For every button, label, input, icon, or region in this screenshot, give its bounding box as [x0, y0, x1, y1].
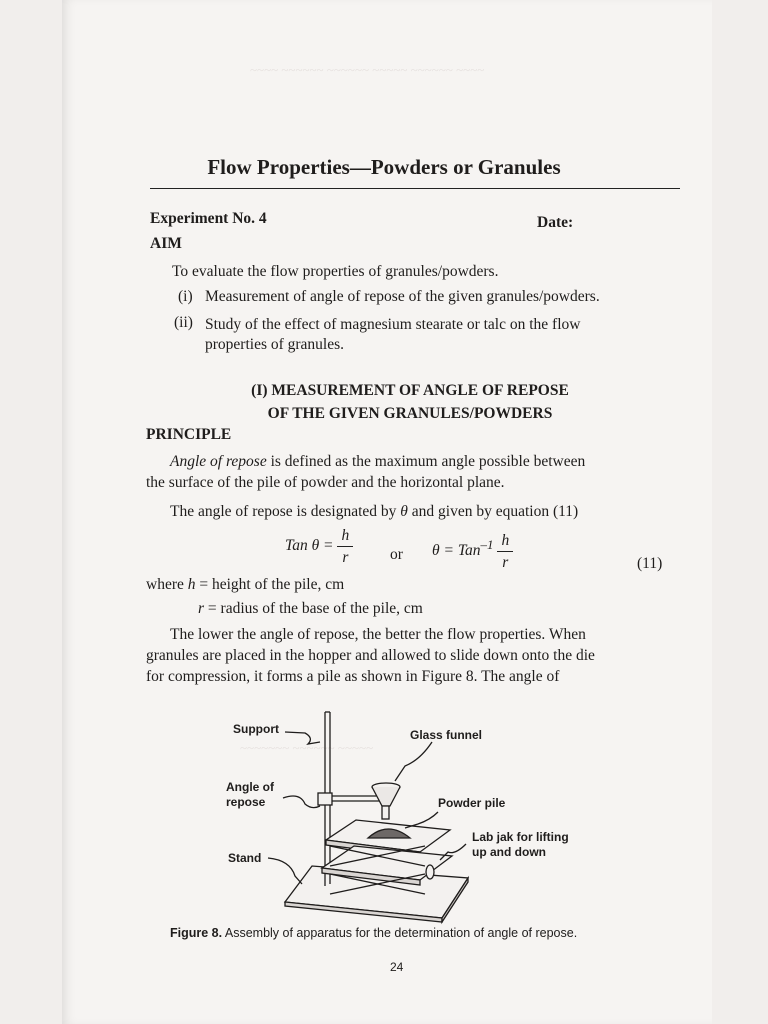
label-lab-jack: Lab jak for lifting up and down [472, 830, 569, 859]
label-powder-pile: Powder pile [438, 796, 506, 810]
term-angle-of-repose: Angle of repose [170, 453, 267, 470]
figure-caption: Figure 8. Assembly of apparatus for the determination of angle of repose. [170, 926, 578, 940]
page-number: 24 [390, 960, 404, 974]
show-through-text: ~~~~~~~ ~~~~~~ ~~~~~ [240, 740, 374, 755]
equation-number: (11) [637, 555, 663, 572]
aim-item-text: properties of granules. [205, 336, 345, 353]
label-angle-of-repose: Angle of repose [226, 780, 274, 809]
label-stand: Stand [228, 851, 262, 865]
aim-intro: To evaluate the flow properties of granules/powders. [172, 263, 499, 280]
fraction-h-over-r: $\frac{h}{r}$ [497, 533, 513, 570]
label-glass-funnel: Glass funnel [410, 728, 483, 742]
where-h: where h = height of the pile, cm [146, 576, 345, 593]
equation-or: or [390, 546, 403, 563]
angle-callout [283, 796, 320, 808]
aim-item-text: Measurement of angle of repose of the given granules/powders. [205, 288, 600, 305]
funnel-callout [395, 742, 432, 781]
show-through-text: ~~~~ ~~~~~~ ~~~~~~ ~~~~~ ~~~~~~ ~~~~ [250, 62, 485, 77]
section-heading-line2: OF THE GIVEN GRANULES/POWDERS [267, 405, 553, 422]
paragraph-3-line3: for compression, it forms a pile as shown in Figure 8. The angle of [146, 668, 560, 685]
equation-left: Tan θ = $\frac{h}{r}$ [285, 528, 353, 565]
aim-item-marker: (ii) [174, 314, 193, 331]
aim-heading: AIM [150, 235, 182, 252]
equation-right: θ = Tan$^{-1}$ $\frac{h}{r}$ [432, 533, 513, 570]
principle-paragraph-2: The angle of repose is designated by θ and given by equation (11) [170, 503, 579, 520]
where-r: r = radius of the base of the pile, cm [198, 600, 423, 617]
experiment-number: Experiment No. 4 [150, 210, 267, 227]
aim-item-text: Study of the effect of magnesium stearate or talc on the flow [205, 316, 581, 333]
aim-item-marker: (i) [178, 288, 193, 305]
page-title: Flow Properties—Powders or Granules [207, 155, 561, 179]
paragraph-3-line2: granules are placed in the hopper and allowed to slide down onto the die [146, 647, 595, 664]
label-support: Support [233, 722, 279, 736]
jack-knob [426, 865, 434, 879]
paragraph-3-line1: The lower the angle of repose, the better the flow properties. When [170, 626, 586, 643]
clamp [318, 793, 332, 805]
principle-paragraph: Angle of repose is defined as the maximum angle possible between [170, 453, 586, 470]
principle-paragraph-line2: the surface of the pile of powder and the horizontal plane. [146, 474, 505, 491]
support-callout [285, 732, 320, 744]
principle-heading: PRINCIPLE [146, 426, 232, 443]
fraction-h-over-r: $\frac{h}{r}$ [337, 528, 353, 565]
date-label: Date: [537, 214, 574, 231]
section-heading-line1: (I) MEASUREMENT OF ANGLE OF REPOSE [251, 382, 569, 399]
stand-callout [268, 858, 302, 884]
